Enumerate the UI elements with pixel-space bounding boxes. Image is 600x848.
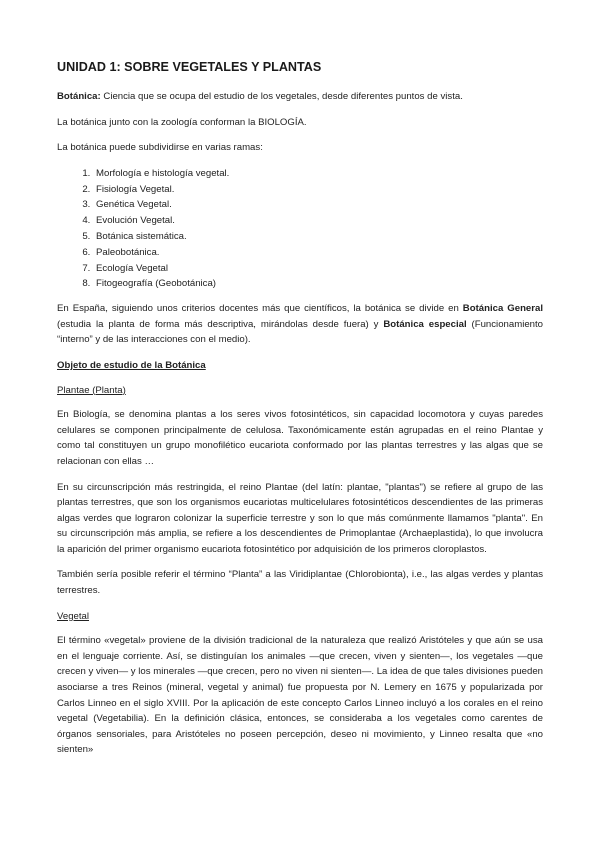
- list-item: 5. Botánica sistemática.: [93, 229, 543, 245]
- definition-text: Ciencia que se ocupa del estudio de los vegetales, desde diferentes puntos de vista.: [100, 91, 463, 102]
- espana-text-3: (Funcionamiento “interno” y de las interacciones con el medio).: [57, 318, 543, 346]
- espana-text-1: En España, siguiendo unos criterios docentes más que científicos, la botánica se divide en: [57, 303, 463, 315]
- section-heading-objeto: Objeto de estudio de la Botánica: [57, 359, 206, 371]
- list-item: 6. Paleobotánica.: [93, 245, 543, 261]
- list-item: 7. Ecología Vegetal: [93, 261, 543, 277]
- espana-bold-especial: Botánica especial: [383, 318, 467, 330]
- espana-text-2: (estudia la planta de forma más descriptiva, mirándolas desde fuera) y: [57, 318, 384, 330]
- espana-bold-general: Botánica General: [462, 303, 543, 315]
- paragraph-vegetal: El término «vegetal» proviene de la división tradicional de la naturaleza que realizó Aristóteles y que aún se usa en el lenguaje corriente. Así, se distinguían los animales —que crecen, viven y sienten—, los vegetales —que crecen y viven— y los minerales —que crecen, pero no viven ni sienten—. La idea de que tales divisiones pueden asociarse a tres Reinos (mineral, vegetal y animal) fue propuesta por N. Lemery en 1675 y popularizada por Carlos Linneo en el siglo XVIII. Por la aplicación de este concepto Carlos Linneo incluyó a los corales en el reino vegetal (Vegetabilia). En la definición clásica, entonces, se consideraba a los vegetales como carentes de órganos sensoriales, para Aristóteles no poseen percepción, deseo ni movimiento, y Linneo resalta que «no sienten»: [57, 635, 543, 756]
- subheading-vegetal: Vegetal: [57, 610, 90, 622]
- list-item: 8. Fitogeografía (Geobotánica): [93, 276, 543, 292]
- definition-paragraph: [57, 89, 543, 105]
- document-body: [57, 58, 543, 768]
- list-item: 1. Morfología e histología vegetal.: [93, 166, 543, 182]
- paragraph-plantae-3: También sería posible referir el término “Planta” a las Viridiplantae (Chlorobionta), i.e., las algas verdes y plantas terrestres.: [57, 569, 543, 597]
- list-item: 3. Genética Vegetal.: [93, 197, 543, 213]
- paragraph-plantae-1: En Biología, se denomina plantas a los seres vivos fotosintéticos, sin capacidad locomotora y cuyas paredes celulares se componen principalmente de celulosa. Taxonómicamente están agrupadas en el reino Plantae y como tal constituyen un grupo monofilético eucariota conformado por las plantas terrestres y las algas que se relacionan con ellas …: [57, 409, 543, 467]
- list-item: 2. Fisiología Vegetal.: [93, 182, 543, 198]
- page-title: UNIDAD 1: SOBRE VEGETALES Y PLANTAS: [57, 60, 322, 74]
- subheading-plantae: Plantae (Planta): [57, 384, 126, 396]
- definition-term: Botánica:: [57, 91, 101, 102]
- paragraph-plantae-2: En su circunscripción más restringida, el reino Plantae (del latín: plantae, "plantas") se refiere al grupo de las plantas terrestres, que son los organismos eucariotas multicelulares fotosintéticos descendientes de las primeras algas verdes que lograron colonizar la superficie terrestre y son lo que más comúnmente llamamos "planta". En su circunscripción más amplia, se refiere a los descendientes de Primoplantae (Archaeplastida), lo que involucra la aparición del primer organismo eucariota fotosintético por adquisición de los primeros cloroplastos.: [57, 481, 543, 555]
- list-item: 4. Evolución Vegetal.: [93, 213, 543, 229]
- ramas-list: [57, 166, 543, 292]
- paragraph-ramas: La botánica puede subdividirse en varias ramas:: [57, 142, 263, 154]
- paragraph-espana: [57, 301, 543, 348]
- paragraph-biologia: La botánica junto con la zoología conforman la BIOLOGÍA.: [57, 116, 307, 128]
